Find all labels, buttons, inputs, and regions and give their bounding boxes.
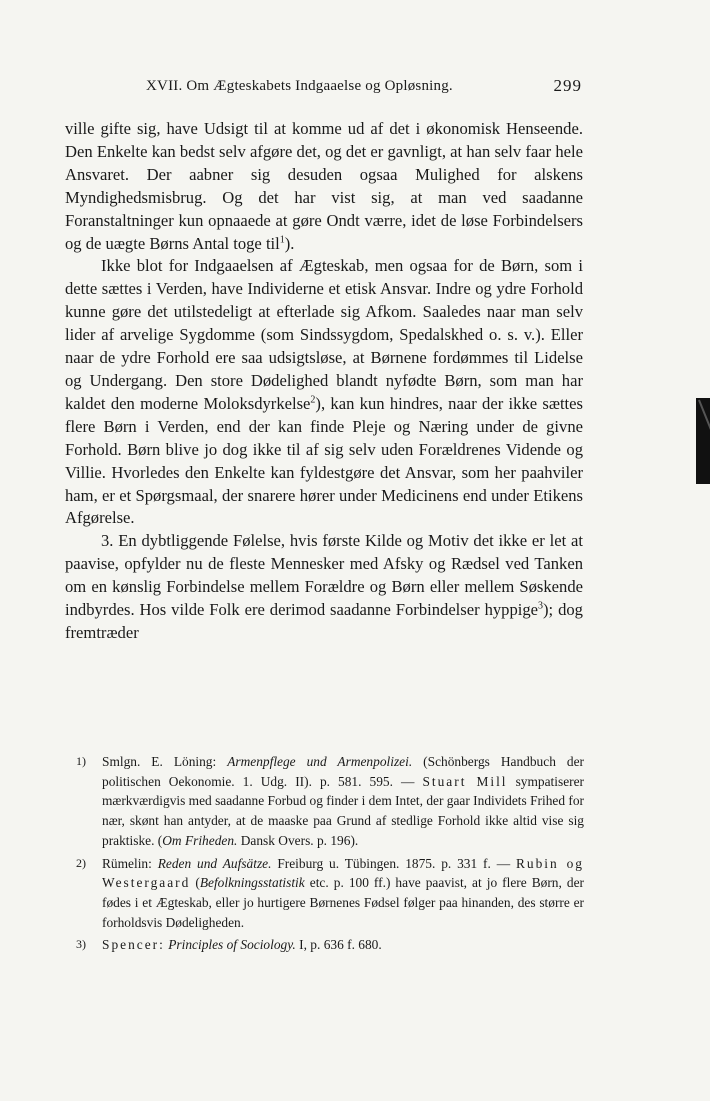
footnote-text-2: sympatiserer mærkværdigvis med saadanne Forbud og finder i dem Intet, der gaar Individets Frihed for nær, skønt han antyder, at de maaske paa Grund af stedlige Forhold ikke altid vise sig praktiske. ( — [102, 773, 584, 848]
paragraph-1 — [65, 118, 583, 255]
paragraph-3-text-a: 3. En dybtliggende Følelse, hvis første Kilde og Motiv det ikke er let at paavise, opfylder nu de fleste Mennesker med Afsky og Rædsel ved Tanken om en kønslig Forbindelse mellem Forældre og Børn eller mellem Søskende indbyrdes. Hos vilde Folk ere derimod saadanne Forbindelser hyppige — [65, 531, 583, 620]
footnotes — [76, 752, 584, 958]
footnote-author: Smlgn. E. Löning: — [102, 754, 217, 769]
footnote-text: Freiburg u. Tübingen. 1875. p. 331 f. — — [277, 855, 511, 871]
running-header — [146, 76, 582, 100]
footnote-ref-3: 3 — [538, 600, 544, 612]
footnote-ref-1: 1 — [279, 234, 285, 245]
footnote-mark: 1) — [76, 754, 86, 768]
footnote-end: Dansk Overs. p. 196). — [240, 832, 359, 848]
footnote-author: Spencer: — [102, 937, 165, 953]
footnote-mark: 2) — [76, 855, 86, 870]
footnote-title-2: Befolkningsstatistik — [199, 875, 305, 891]
running-title: XVII. Om Ægteskabets Indgaaelse og Opløsning. — [146, 78, 453, 94]
paragraph-2 — [65, 255, 583, 530]
footnote-title: Principles of Sociology. — [168, 937, 296, 953]
footnote-author-2: Rubin og Westergaard — [102, 855, 584, 891]
paragraph-1-text: ville gifte sig, have Udsigt til at komme ud af det i økonomisk Henseende. Den Enkelte kan bedst selv afgøre det, og det er gavnligt, at han selv faar hele Ansvaret. Der aabner sig desuden ogsaa Mulighed for alskens Myndighedsmisbrug. Og det har vist sig, at man ved saadanne Foranstaltninger kun opnaaede at gøre Ondt værre, idet de løse Forbindelsers og de uægte Børns Antal toge til — [65, 119, 583, 253]
footnote-paren: ( — [195, 875, 200, 891]
footnote-title-2: Om Friheden. — [162, 832, 238, 848]
main-text — [65, 118, 583, 645]
footnote-author: Rümelin: — [102, 855, 152, 871]
paragraph-3 — [65, 530, 583, 645]
footnote-mark: 3) — [76, 937, 86, 952]
paragraph-2-text-b: ), kan kun hindres, naar der ikke sættes flere Børn i Verden, end der kan finde Pleje og Næring under de givne Forhold. Børn blive jo dog ikke til af sig selv uden Forældrenes Vidende og Villie. Hvorledes den Enkelte kan fyldestgøre det Ansvar, som her paahviler ham, er et Spørgsmaal, der snarere hører under Medicinens end under Etikens Afgørelse. — [65, 393, 583, 528]
paragraph-3-text-b: ); dog fremtræder — [65, 600, 583, 642]
footnote-2 — [76, 854, 584, 933]
footnote-text: (Schönbergs Handbuch der politischen Oekonomie. 1. Udg. II). p. 581. 595. — — [102, 754, 584, 789]
footnote-3 — [76, 935, 584, 955]
footnote-ref-2: 2 — [310, 394, 316, 406]
footnote-end: I, p. 636 f. 680. — [299, 937, 382, 953]
footnote-end: etc. p. 100 ff.) have paavist, at jo flere Børn, der fødes i et Ægteskab, eller jo hurtigere Børnenes Fødsel følger paa hinanden, des større er forholdsvis Dødeligheden. — [102, 875, 584, 930]
footnote-title: Reden und Aufsätze. — [157, 855, 272, 871]
footnote-author-2: Stuart Mill — [422, 773, 508, 789]
footnote-1 — [76, 752, 584, 851]
page-number: 299 — [553, 76, 582, 95]
paragraph-2-text-a: Ikke blot for Indgaaelsen af Ægteskab, men ogsaa for de Børn, som i dette sættes i Verden, have Individerne et etisk Ansvar. Indre og ydre Forhold kunne gøre det utilstedeligt at efterlade sig Afkom. Saaledes naar man selv lider af arvelige Sygdomme (som Sindssygdom, Spedalskhed o. s. v.). Eller naar de ydre Forhold ere saa udsigtsløse, at Børnene fordømmes til Lidelse og Undergang. Den store Dødelighed blandt nyfødte Børn, som man har kaldet den moderne Moloksdyrkelse — [65, 256, 583, 413]
paragraph-1-end: ). — [284, 233, 295, 253]
footnote-title: Armenpflege und Armenpolizei. — [227, 754, 413, 769]
